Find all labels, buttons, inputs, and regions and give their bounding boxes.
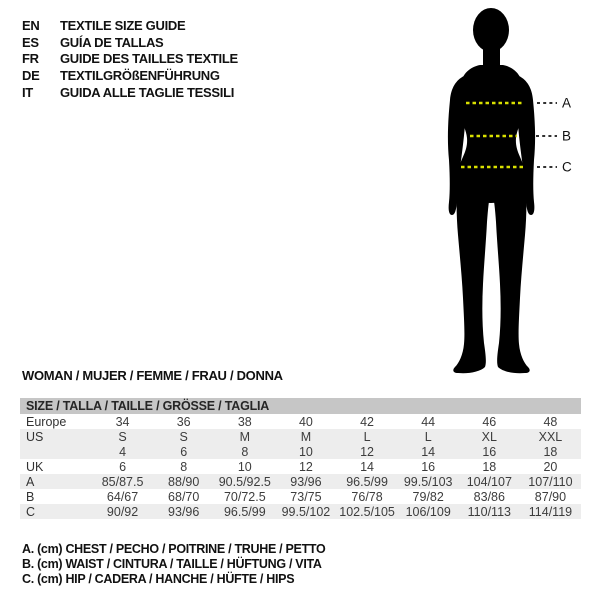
table-cell: 14 <box>360 459 375 474</box>
row-label: A <box>26 474 35 489</box>
table-cell: 76/78 <box>351 489 383 504</box>
table-cell: 68/70 <box>168 489 200 504</box>
language-title: GUIDE DES TAILLES TEXTILE <box>60 51 238 67</box>
language-code: EN <box>22 17 40 33</box>
table-cell: 40 <box>298 414 313 429</box>
language-row <box>22 84 238 101</box>
table-row <box>20 504 581 519</box>
measure-legend <box>22 541 325 587</box>
table-cell: 104/107 <box>466 474 512 489</box>
table-cell: XXL <box>538 429 563 444</box>
size-table <box>20 398 581 519</box>
table-cell: L <box>363 429 371 444</box>
table-cell: 36 <box>176 414 191 429</box>
language-code: DE <box>22 67 40 83</box>
table-cell: 12 <box>298 459 313 474</box>
table-cell: L <box>424 429 432 444</box>
row-label: B <box>26 489 35 504</box>
language-code: FR <box>22 51 39 67</box>
row-label: Europe <box>26 414 67 429</box>
table-row <box>20 429 581 444</box>
table-cell: 14 <box>421 444 436 459</box>
table-cell: S <box>179 429 188 444</box>
table-cell: 16 <box>482 444 497 459</box>
table-cell: 70/72.5 <box>223 489 266 504</box>
table-cell: 6 <box>180 444 188 459</box>
language-title: GUIDA ALLE TAGLIE TESSILI <box>60 84 235 100</box>
section-title: WOMAN / MUJER / FEMME / FRAU / DONNA <box>22 368 283 383</box>
table-cell: 4 <box>119 444 127 459</box>
language-code: IT <box>22 84 33 100</box>
table-cell: 83/86 <box>473 489 505 504</box>
table-cell: 16 <box>421 459 436 474</box>
woman-silhouette <box>448 8 535 373</box>
table-row <box>20 489 581 504</box>
table-cell: 88/90 <box>168 474 200 489</box>
woman-figure <box>395 0 600 390</box>
table-cell: 93/96 <box>168 504 200 519</box>
table-cell: 99.5/102 <box>281 504 331 519</box>
marker-label-a: A <box>562 95 572 111</box>
table-cell: 110/113 <box>467 504 511 519</box>
table-cell: 46 <box>482 414 497 429</box>
language-row <box>22 67 238 84</box>
legend-line: A. (cm) CHEST / PECHO / POITRINE / TRUHE / PETTO <box>22 541 326 556</box>
table-cell: 18 <box>543 444 558 459</box>
language-list <box>22 17 238 100</box>
table-cell: 90/92 <box>106 504 139 519</box>
table-cell: 87/90 <box>534 489 567 504</box>
language-title: GUÍA DE TALLAS <box>60 34 164 50</box>
table-cell: 42 <box>360 414 375 429</box>
table-cell: S <box>118 429 127 444</box>
table-body <box>20 414 581 519</box>
row-label: US <box>26 429 44 444</box>
row-label: UK <box>26 459 44 474</box>
marker-label-b: B <box>562 128 572 144</box>
table-row <box>20 414 581 429</box>
legend-line: C. (cm) HIP / CADERA / HANCHE / HÜFTE / HIPS <box>22 572 295 587</box>
language-title: TEXTILE SIZE GUIDE <box>60 17 186 33</box>
table-cell: 96.5/99 <box>346 474 388 489</box>
table-cell: 107/110 <box>528 474 573 489</box>
table-cell: 79/82 <box>412 489 444 504</box>
legend-line: B. (cm) WAIST / CINTURA / TAILLE / HÜFTUNG / VITA <box>22 557 322 572</box>
table-cell: XL <box>481 429 497 444</box>
table-cell: M <box>300 429 312 444</box>
table-cell: 8 <box>241 444 249 459</box>
table-cell: 93/96 <box>290 474 322 489</box>
table-row <box>20 444 581 459</box>
table-cell: 10 <box>298 444 313 459</box>
table-cell: 6 <box>119 459 127 474</box>
table-cell: 64/67 <box>106 489 139 504</box>
table-cell: 48 <box>543 414 558 429</box>
language-code: ES <box>22 34 39 50</box>
table-cell: 106/109 <box>405 504 451 519</box>
table-cell: 34 <box>115 414 130 429</box>
table-cell: 99.5/103 <box>403 474 453 489</box>
language-row <box>22 17 238 34</box>
table-cell: 73/75 <box>290 489 322 504</box>
table-cell: 44 <box>421 414 436 429</box>
table-row <box>20 459 581 474</box>
table-cell: 38 <box>237 414 252 429</box>
row-label: C <box>26 504 36 519</box>
table-cell: 20 <box>543 459 558 474</box>
table-cell: 96.5/99 <box>223 504 266 519</box>
table-cell: 12 <box>360 444 375 459</box>
language-title: TEXTILGRÖßENFÜHRUNG <box>60 67 220 83</box>
table-row <box>20 474 581 489</box>
table-cell: 114/119 <box>528 504 573 519</box>
table-cell: 18 <box>482 459 497 474</box>
language-row <box>22 50 238 67</box>
table-cell: 90.5/92.5 <box>218 474 271 489</box>
table-cell: 85/87.5 <box>101 474 144 489</box>
marker-label-c: C <box>562 159 572 175</box>
language-row <box>22 34 238 51</box>
table-cell: 102.5/105 <box>339 504 395 519</box>
table-cell: 8 <box>180 459 188 474</box>
table-header: SIZE / TALLA / TAILLE / GRÖSSE / TAGLIA <box>20 398 581 414</box>
table-cell: M <box>239 429 251 444</box>
table-cell: 10 <box>237 459 252 474</box>
